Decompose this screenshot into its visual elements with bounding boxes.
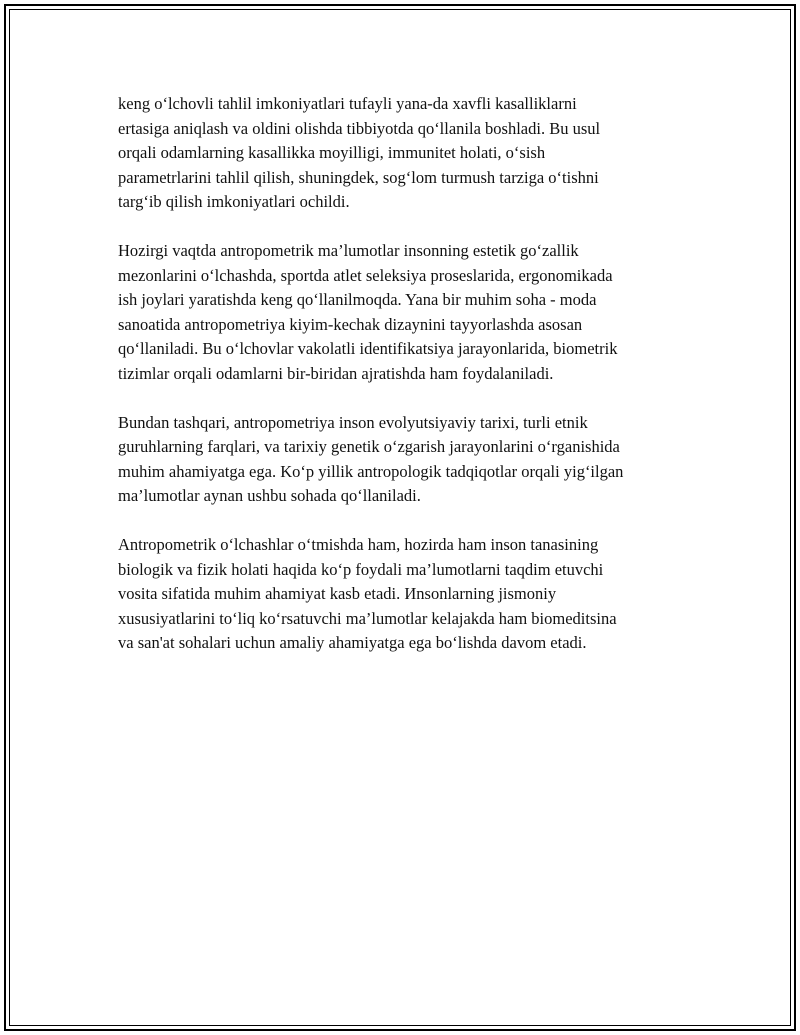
document-body bbox=[118, 92, 688, 680]
paragraph-4: Antropometrik o‘lchashlar o‘tmishda ham, hozirda ham inson tanasining biologik va fizik holati haqida ko‘p foydali ma’lumotlarni taqdim etuvchi vosita sifatida muhim ahamiyat kasb etadi. Иnsonlarning jismoniy xususiyatlarini to‘liq ko‘rsatuvchi ma’lumotlar kelajakda ham biomeditsina va san'at sohalari uchun amaliy ahamiyatga ega bo‘lishda davom etadi. bbox=[118, 535, 617, 652]
paragraph-1: keng o‘lchovli tahlil imkoniyatlari tufayli yana-da xavfli kasalliklarni ertasiga aniqlash va oldini olishda tibbiyotda qo‘llanila boshladi. Bu usul orqali odamlarning kasallikka moyilligi, immunitet holati, o‘sish parametrlarini tahlil qilish, shuningdek, sog‘lom turmush tarziga o‘tishni targ‘ib qilish imkoniyatlari ochildi. bbox=[118, 94, 601, 211]
paragraph-3: Bundan tashqari, antropometriya inson evolyutsiyaviy tarixi, turli etnik guruhlarning farqlari, va tarixiy genetik o‘zgarish jarayonlarini o‘rganishida muhim ahamiyatga ega. Ko‘p yillik antropologik tadqiqotlar orqali yig‘ilgan ma’lumotlar aynan ushbu sohada qo‘llaniladi. bbox=[118, 412, 624, 505]
paragraph-2: Hozirgi vaqtda antropometrik ma’lumotlar insonning estetik go‘zallik mezonlarini o‘lchashda, sportda atlet seleksiya proseslarida, ergonomikada ish joylari yaratishda keng qo‘llanilmoqda. Yana bir muhim soha - moda sanoatida antropometriya kiyim-kechak dizaynini tayyorlashda asosan qo‘llaniladi. Bu o‘lchovlar vakolatli identifikatsiya jarayonlarida, biometrik tizimlar orqali odamlarni bir-biridan ajratishda ham foydalaniladi. bbox=[118, 241, 618, 383]
